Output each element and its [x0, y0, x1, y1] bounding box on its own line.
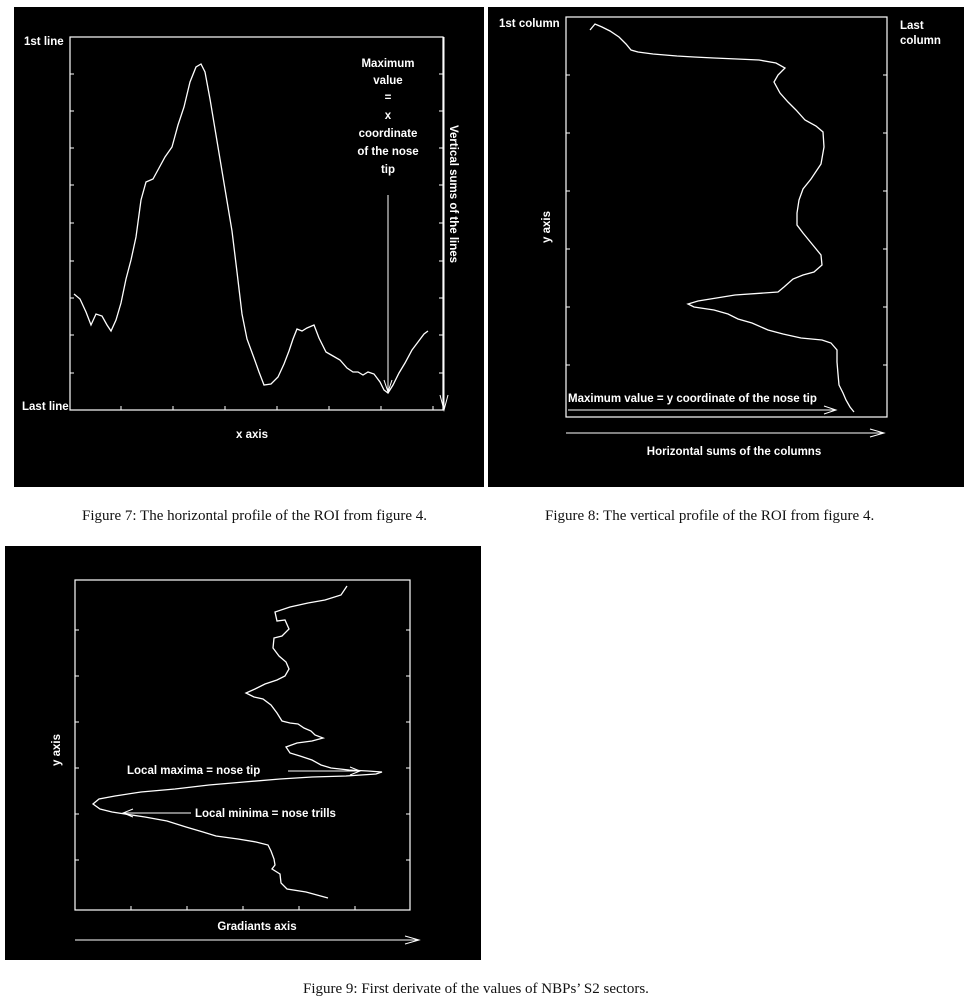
fig9-derivative-line [93, 586, 382, 898]
fig7-first-line-label: 1st line [24, 36, 64, 48]
fig9-y-ticks [75, 630, 410, 860]
fig7-annotation-line: tip [380, 164, 396, 176]
figure-7-caption: Figure 7: The horizontal profile of the ROI from figure 4. [82, 508, 428, 524]
fig9-y-axis-label: y axis [51, 734, 63, 766]
fig9-plot-frame [75, 580, 410, 910]
fig7-annotation-line: coordinate [358, 128, 418, 140]
figure-8-panel [488, 7, 964, 487]
fig8-y-axis-label: y axis [541, 211, 553, 243]
fig9-minima-label: Local minima = nose trills [195, 808, 336, 820]
figure-8-plot [488, 7, 964, 487]
fig7-annotation-line: Maximum [361, 58, 415, 70]
fig7-annotation-line: of the nose [357, 146, 419, 158]
fig8-y-ticks [566, 75, 887, 365]
figure-7-plot [14, 7, 484, 487]
figure-8-caption: Figure 8: The vertical profile of the ROI from figure 4. [545, 508, 875, 524]
fig9-bottom-axis-label: Gradiants axis [217, 921, 297, 933]
fig7-last-line-label: Last line [22, 401, 69, 413]
fig9-maxima-label: Local maxima = nose tip [127, 765, 261, 777]
fig8-last-column-label-2: column [900, 35, 941, 47]
fig7-annotation-line: = [384, 92, 392, 104]
fig7-right-axis-label: Vertical sums of the lines [447, 125, 459, 264]
figure-7-panel [14, 7, 484, 487]
fig8-first-column-label: 1st column [499, 18, 560, 30]
fig8-plot-frame [566, 17, 887, 417]
figure-9-caption: Figure 9: First derivate of the values of NBPs’ S2 sectors. [303, 981, 649, 997]
fig8-annotation-text: Maximum value = y coordinate of the nose tip [568, 393, 817, 405]
fig7-profile-line [74, 64, 428, 393]
figure-9-panel [5, 546, 481, 960]
fig7-annotation-line: value [373, 75, 403, 87]
fig7-annotation-text [357, 58, 418, 176]
fig8-profile-line [590, 24, 854, 412]
fig8-bottom-axis-label: Horizontal sums of the columns [646, 446, 822, 458]
fig7-annotation-line: x [384, 110, 392, 122]
figure-9-plot [5, 546, 481, 960]
fig8-last-column-label-1: Last [900, 20, 924, 32]
fig7-x-axis-label: x axis [236, 429, 268, 441]
